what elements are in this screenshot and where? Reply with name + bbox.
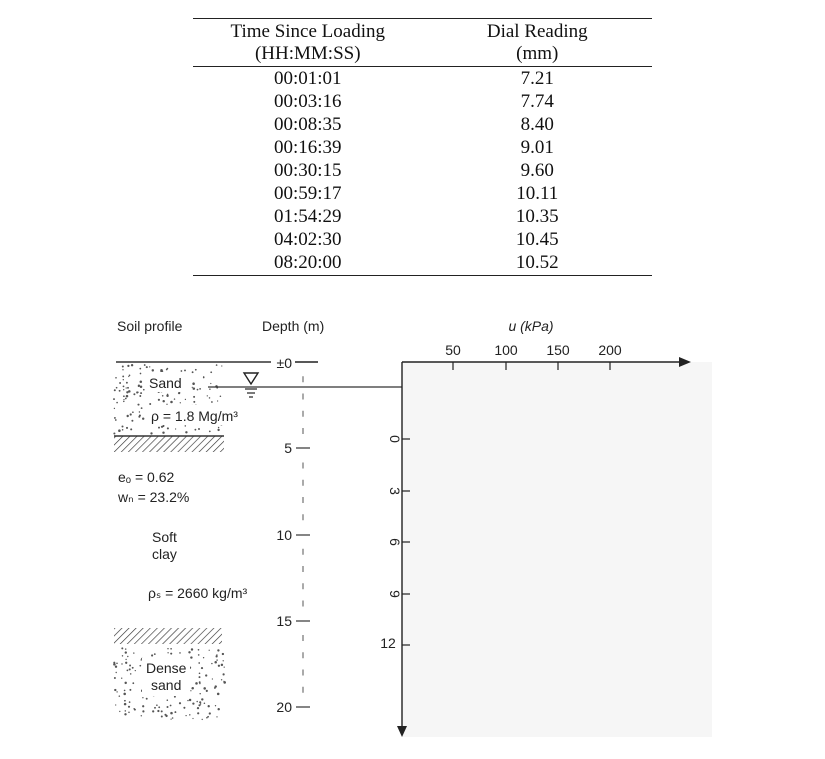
inner-label-6: 6 bbox=[387, 538, 403, 546]
reading-cell: 10.45 bbox=[515, 229, 559, 250]
reading-cell: 8.40 bbox=[520, 114, 554, 135]
soil-profile-heading: Soil profile bbox=[117, 318, 183, 334]
inner-label-3: 3 bbox=[387, 487, 403, 495]
sand-clay-boundary bbox=[114, 436, 224, 452]
time-cell: 08:20:00 bbox=[193, 251, 423, 276]
u-heading: u (kPa) bbox=[508, 318, 554, 334]
u-label-100: 100 bbox=[494, 342, 518, 358]
plot-background bbox=[402, 362, 712, 737]
header-dial-line2: (mm) bbox=[423, 43, 653, 67]
soft-clay-label-2: clay bbox=[152, 546, 177, 562]
dense-sand-label-2: sand bbox=[151, 677, 182, 693]
depth-label-20: 20 bbox=[276, 699, 292, 715]
reading-cell: 9.60 bbox=[520, 160, 554, 181]
reading-cell: 10.52 bbox=[423, 251, 653, 276]
wn-label: wₙ = 23.2% bbox=[118, 489, 190, 505]
time-cell: 00:30:15 bbox=[273, 160, 342, 181]
dense-sand-label-1: Dense bbox=[146, 660, 187, 676]
rho-s-label: ρₛ = 2660 kg/m³ bbox=[148, 585, 248, 601]
time-cell: 00:59:17 bbox=[273, 183, 342, 204]
header-time-line2: (HH:MM:SS) bbox=[193, 43, 423, 67]
depth-label-10: 10 bbox=[276, 527, 292, 543]
header-dial-line1: Dial Reading bbox=[423, 19, 653, 44]
inner-label-0: 0 bbox=[387, 435, 403, 443]
u-label-50: 50 bbox=[445, 342, 461, 358]
u-label-150: 150 bbox=[546, 342, 570, 358]
time-cell: 00:01:01 bbox=[273, 68, 342, 89]
e0-label: eₒ = 0.62 bbox=[118, 469, 175, 485]
time-cell: 04:02:30 bbox=[273, 229, 342, 250]
u-label-200: 200 bbox=[598, 342, 622, 358]
water-table-icon bbox=[244, 373, 258, 397]
soft-clay-label-1: Soft bbox=[152, 529, 177, 545]
time-cell: 00:08:35 bbox=[273, 114, 342, 135]
sand-label: Sand bbox=[149, 375, 182, 391]
reading-cell: 7.74 bbox=[520, 91, 554, 112]
inner-label-9: 9 bbox=[387, 590, 403, 598]
reading-cell: 10.35 bbox=[515, 206, 559, 227]
depth-heading: Depth (m) bbox=[262, 318, 325, 334]
depth-label-0: ±0 bbox=[276, 355, 292, 371]
reading-cell: 10.11 bbox=[516, 183, 559, 204]
reading-cell: 9.01 bbox=[520, 137, 554, 158]
depth-label-5: 5 bbox=[284, 440, 292, 456]
inner-label-12: 12 bbox=[380, 635, 396, 651]
time-cell: 00:16:39 bbox=[273, 137, 342, 158]
depth-label-15: 15 bbox=[276, 613, 292, 629]
time-cell: 01:54:29 bbox=[273, 206, 342, 227]
time-cell: 00:03:16 bbox=[273, 91, 342, 112]
header-time-line1: Time Since Loading bbox=[193, 19, 423, 44]
rho-label: ρ = 1.8 Mg/m³ bbox=[151, 408, 238, 424]
reading-cell: 7.21 bbox=[520, 68, 554, 89]
clay-dense-sand-boundary bbox=[114, 628, 222, 644]
